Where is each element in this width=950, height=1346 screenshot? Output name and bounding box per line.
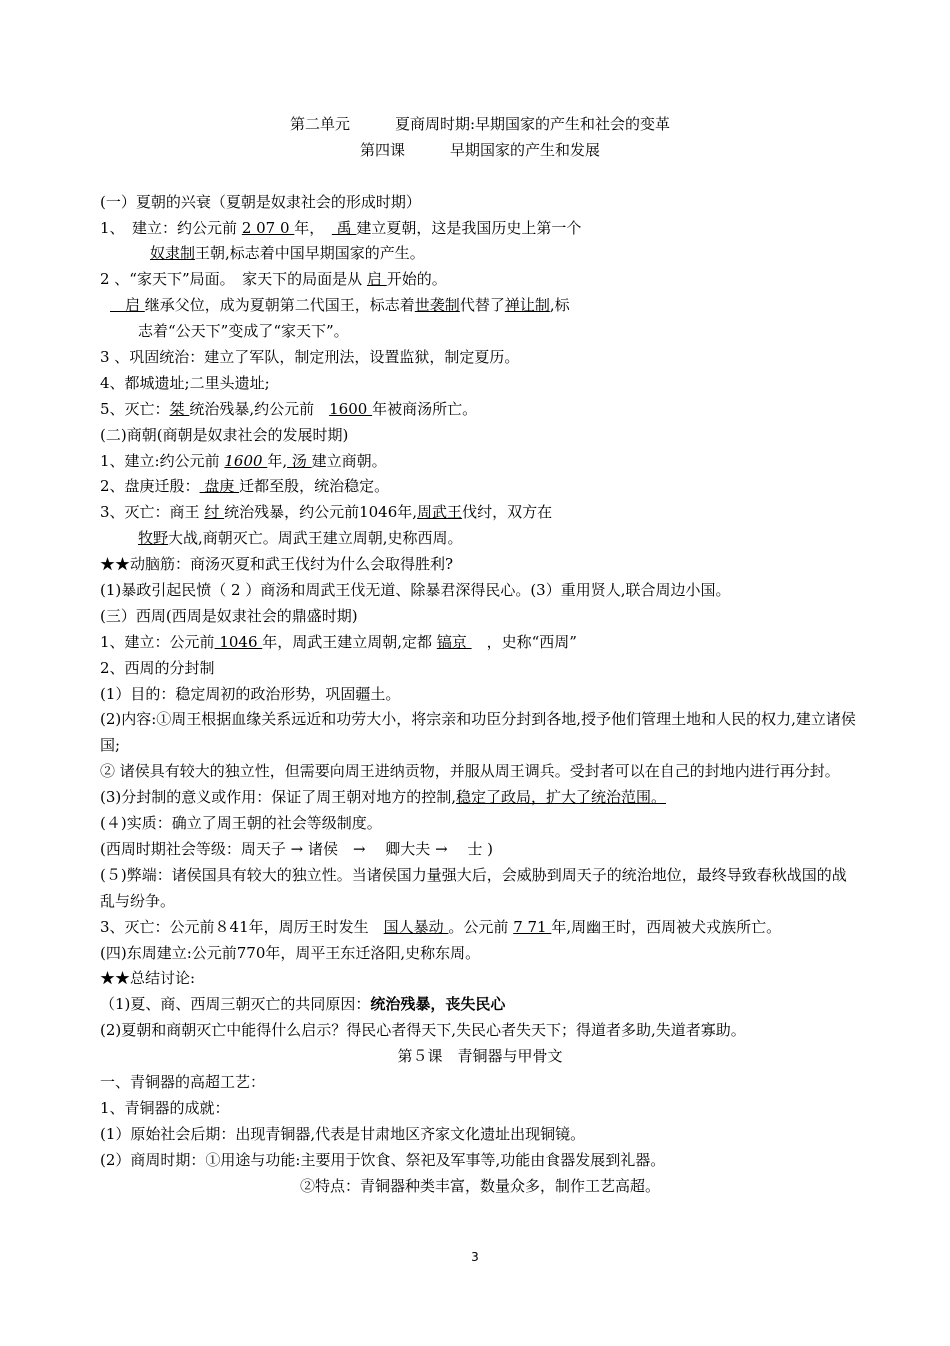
think-question: ★★动脑筋：商汤灭夏和武王伐纣为什么会取得胜利? [100, 555, 454, 574]
text: 伐纣，双方在 [462, 503, 553, 522]
blank-slavery: 奴隶制 [150, 244, 196, 263]
blank-abdication: 禅让制 [504, 296, 550, 315]
lesson-5-line-3: ②特点：青铜器种类丰富，数量众多，制作工艺高超。 [299, 1176, 660, 1195]
shang-heading: (二)商朝(商朝是奴隶社会的发展时期) [100, 425, 349, 444]
spacer [100, 164, 860, 190]
summary-line-1 [100, 992, 860, 1018]
text: 。公元前 [448, 917, 514, 936]
blank-year: 1046 [214, 632, 263, 651]
text: 年， [294, 218, 332, 237]
blank-zhou: 纣 [204, 503, 225, 522]
xia-line-8 [100, 397, 860, 423]
blank-tang: 汤 [287, 451, 312, 470]
text: 建立夏朝，这是我国历史上第一个 [356, 218, 582, 237]
blank-hereditary: 世袭制 [414, 296, 460, 315]
zhou-line-10 [100, 915, 860, 941]
document-body [100, 112, 860, 1200]
blank-qi: 启 [110, 296, 145, 315]
blank-year: 1600 [329, 399, 373, 418]
text: 1、 建立：约公元前 [100, 218, 242, 237]
shang-line-2 [100, 474, 860, 500]
bold-answer: 统治残暴，丧失民心 [370, 995, 506, 1014]
blank-revolt: 国人暴动 [383, 917, 449, 936]
text: 大战,商朝灭亡。周武王建立周朝,史称西周。 [168, 529, 463, 548]
blank-muye: 牧野 [138, 529, 169, 548]
text: 迁都至殷，统治稳定。 [239, 477, 390, 496]
text: 年,周幽王时，西周被犬戎族所亡。 [551, 917, 782, 936]
text: 1、建立：公元前 [100, 632, 215, 651]
summary-heading: ★★总结讨论: [100, 969, 196, 988]
blank-king-wu: 周武王 [417, 503, 463, 522]
text: 继承父位，成为夏朝第二代国王，标志着 [144, 296, 415, 315]
blank-haojing: 镐京 [436, 632, 472, 651]
blank-jie: 桀 [169, 399, 190, 418]
think-answer: (1)暴政引起民愤（ 2 ）商汤和周武王伐无道、除暴君深得民心。(3）重用贤人,联合周边小国。 [100, 581, 731, 600]
lesson-5-line-2: (2）商周时期：①用途与功能:主要用于饮食、祭祀及军事等,功能由食器发展到礼器。 [100, 1150, 666, 1169]
zhou-line-5: ② 诸侯具有较大的独立性，但需要向周王进纳贡物，并服从周王调兵。受封者可以在自己的封地内进行再分封。 [100, 762, 840, 781]
dongzhou-line: (四)东周建立:公元前770年，周平王东迁洛阳,史称东周。 [100, 943, 481, 962]
text: (3)分封制的意义或作用：保证了周王朝对地方的控制, [100, 788, 457, 807]
text: ,标 [549, 296, 570, 315]
text: 年, [267, 451, 288, 470]
text: 3、灭亡：公元前８41年，周厉王时发生 [100, 917, 384, 936]
underlined-significance: 稳定了政局，扩大了统治范围。 [456, 788, 667, 807]
text: 统治残暴,约公元前 [189, 399, 330, 418]
text: 建立商朝。 [311, 451, 387, 470]
xia-line-2 [100, 241, 860, 267]
lesson-4-title: 第四课 早期国家的产生和发展 [359, 140, 600, 159]
shang-line-1 [100, 449, 860, 475]
zhou-heading: (三）西周(西周是奴隶社会的鼎盛时期) [100, 606, 358, 625]
text: 2 、“家天下”局面。 家天下的局面是从 [100, 270, 367, 289]
text: 开始的。 [386, 270, 447, 289]
text: 5、灭亡： [100, 399, 170, 418]
lesson-5-heading-2: 1、青铜器的成就： [100, 1098, 230, 1117]
zhou-line-3: (1）目的：稳定周初的政治形势，巩固疆土。 [100, 684, 401, 703]
zhou-line-8: (西周时期社会等级：周天子 → 诸侯 → 卿大夫 → 士 ) [100, 839, 494, 858]
page-number: 3 [471, 1250, 479, 1264]
zhou-line-1 [100, 630, 860, 656]
text: 统治残暴，约公元前1046年, [224, 503, 418, 522]
xia-line-4 [100, 293, 860, 319]
shang-line-4 [100, 526, 860, 552]
text: （1)夏、商、西周三朝灭亡的共同原因： [100, 995, 371, 1014]
xia-line-1 [100, 216, 860, 242]
blank-year: 2 07 0 [241, 218, 295, 237]
blank-pangeng: 盘庚 [199, 477, 240, 496]
text: 3、灭亡：商王 [100, 503, 205, 522]
xia-heading: (一）夏朝的兴衰（夏朝是奴隶社会的形成时期） [100, 192, 421, 211]
text: 1、建立:约公元前 [100, 451, 225, 470]
blank-year: 1600 [224, 451, 268, 470]
text: 王朝,标志着中国早期国家的产生。 [195, 244, 425, 263]
zhou-line-7: (４)实质：确立了周王朝的社会等级制度。 [100, 814, 382, 833]
zhou-line-9: (５)弊端：诸侯国具有较大的独立性。当诸侯国力量强大后，会威胁到周天子的统治地位，最终导致春秋战国的战乱与纷争。 [100, 865, 847, 910]
text: 年被商汤所亡。 [372, 399, 478, 418]
lesson-5-title: 第５课 青铜器与甲骨文 [397, 1047, 563, 1066]
summary-line-2: (2)夏朝和商朝灭亡中能得什么启示？得民心者得天下,失民心者失天下；得道者多助,失道者寡助。 [100, 1021, 746, 1040]
text: 代替了 [459, 296, 505, 315]
lesson-5-heading-1: 一、青铜器的高超工艺： [100, 1073, 266, 1092]
blank-qi: 启 [366, 270, 387, 289]
unit-title: 第二单元 夏商周时期:早期国家的产生和社会的变革 [289, 115, 671, 133]
blank-founder: 禹 [331, 218, 357, 237]
shang-line-3 [100, 500, 860, 526]
text: 年，周武王建立周朝,定都 [262, 632, 437, 651]
xia-line-3 [100, 267, 860, 293]
text: 2、盘庚迁殷： [100, 477, 200, 496]
zhou-line-6 [100, 785, 860, 811]
xia-line-6: 3 、巩固统治：建立了军队，制定刑法，设置监狱，制定夏历。 [100, 348, 520, 367]
lesson-5-line-1: (1）原始社会后期：出现青铜器,代表是甘肃地区齐家文化遗址出现铜镜。 [100, 1124, 586, 1143]
xia-line-5: 志着“公天下”变成了“家天下”。 [138, 322, 349, 341]
xia-line-7: 4、都城遗址;二里头遗址; [100, 373, 270, 392]
text: ，史称“西周” [471, 632, 577, 651]
zhou-line-4: (2)内容:①周王根据血缘关系远近和功劳大小，将宗亲和功臣分封到各地,授予他们管理土地和人民的权力,建立诸侯国; [100, 710, 856, 755]
zhou-line-2: 2、西周的分封制 [100, 658, 215, 677]
blank-year: 7 71 [513, 917, 552, 936]
